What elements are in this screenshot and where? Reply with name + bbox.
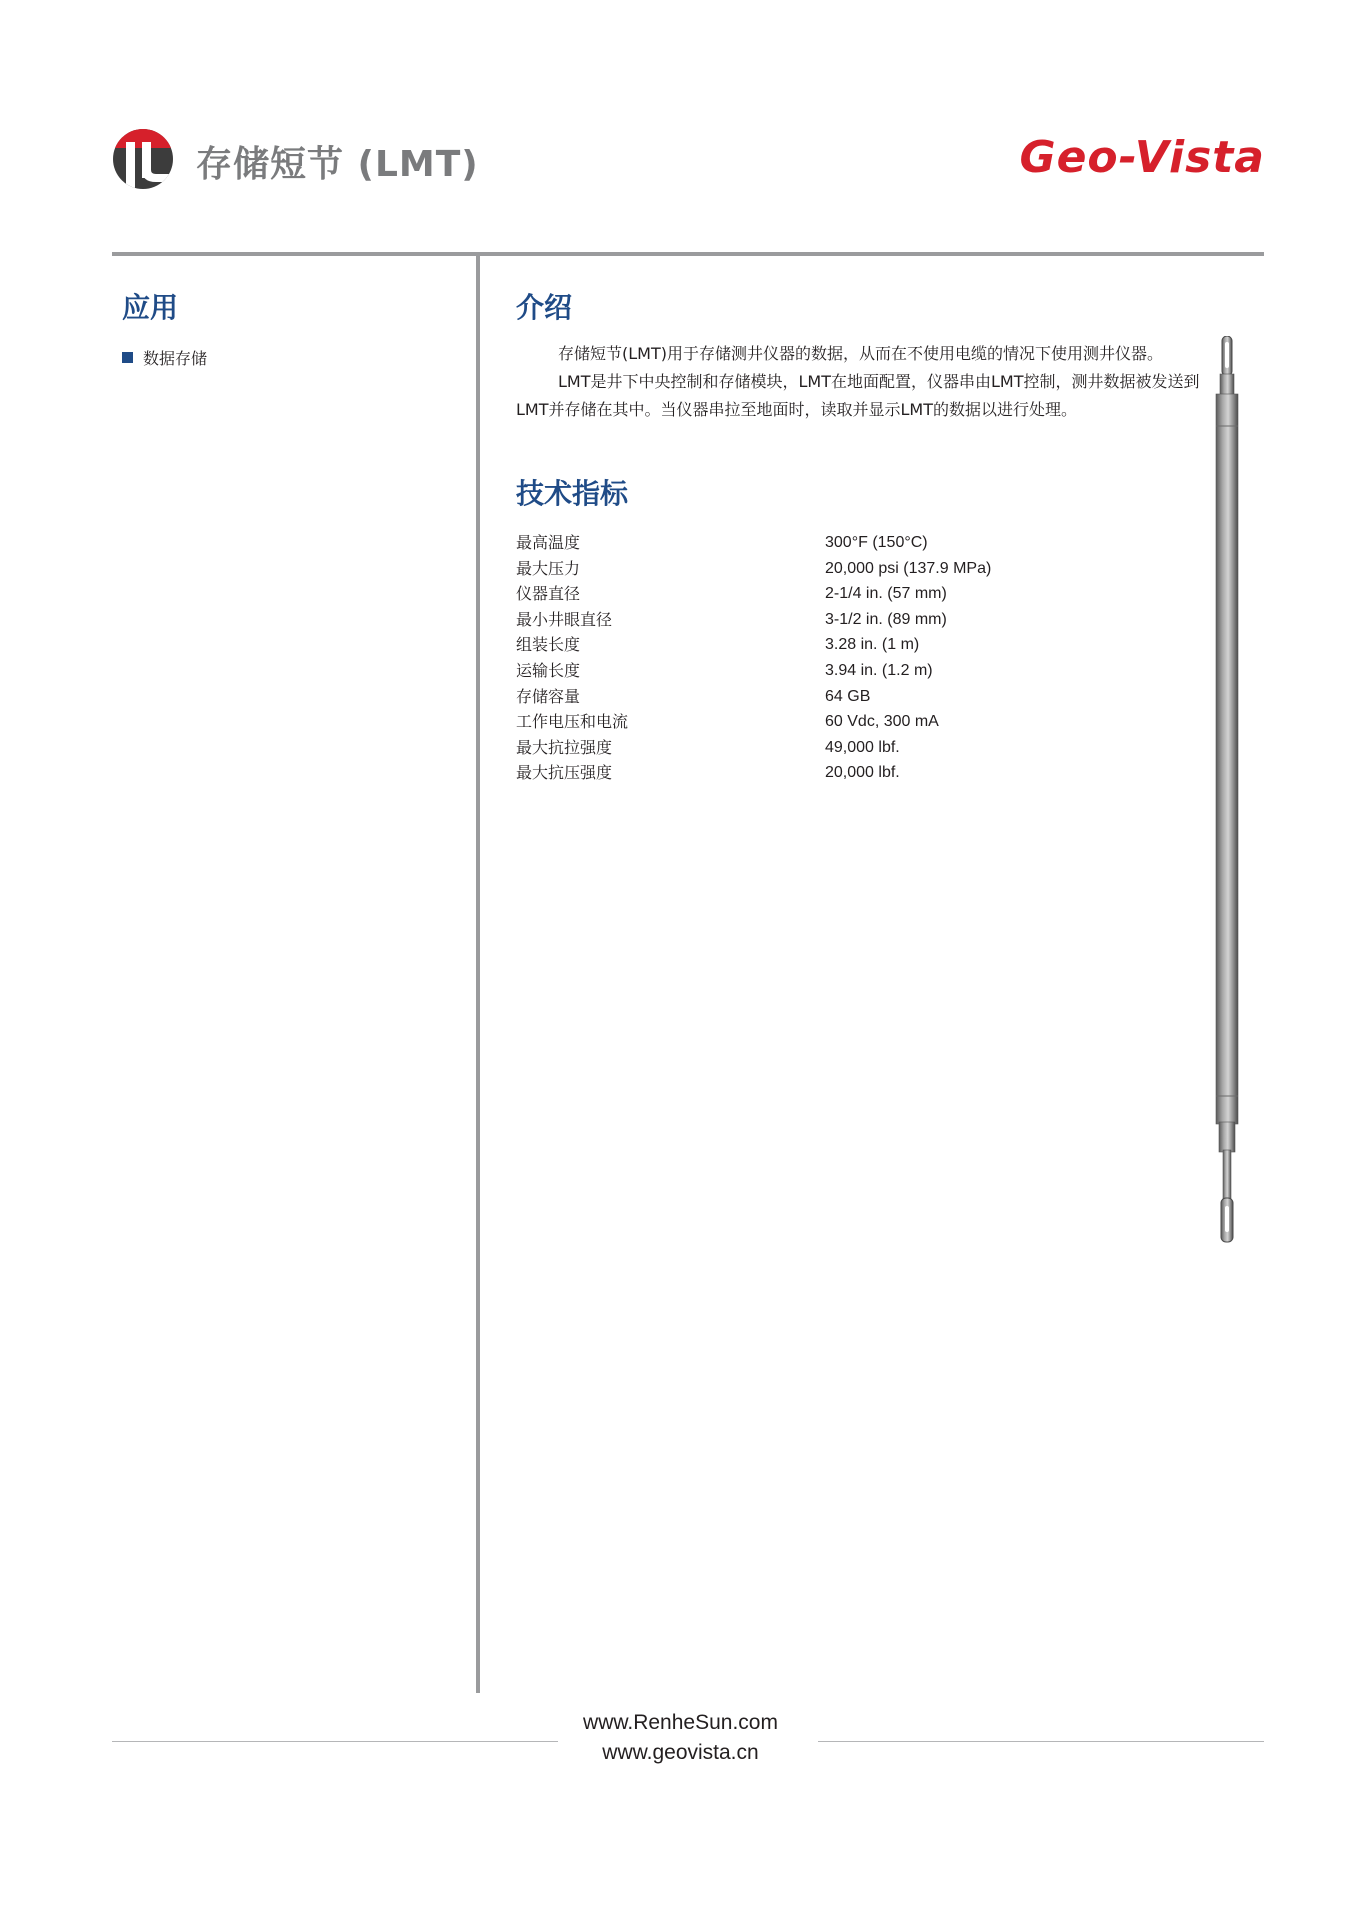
spec-value: 49,000 lbf.	[825, 738, 900, 756]
intro-heading: 介绍	[516, 291, 573, 324]
spec-label: 最大压力	[516, 558, 581, 578]
spec-label: 工作电压和电流	[516, 712, 629, 732]
spec-label: 仪器直径	[516, 584, 581, 604]
specs-table	[516, 530, 1076, 786]
spec-value: 20,000 psi (137.9 MPa)	[825, 559, 992, 577]
brand-logo-text: Geo-Vista	[1019, 132, 1265, 183]
column-divider	[476, 256, 480, 1693]
intro-paragraph: LMT是井下中央控制和存储模块，LMT在地面配置，仪器串由LMT控制，测井数据被发送到LMT并存储在其中。当仪器串拉至地面时，读取并显示LMT的数据以进行处理。	[516, 372, 1200, 419]
page-title: 存储短节 (LMT)	[196, 144, 479, 185]
application-label: 数据存储	[143, 349, 208, 368]
list-item	[122, 346, 207, 369]
spec-row	[516, 709, 1076, 735]
spec-row	[516, 760, 1076, 786]
spec-label: 组装长度	[516, 635, 581, 655]
spec-row	[516, 530, 1076, 556]
intro-text	[516, 340, 1206, 424]
spec-value: 3.94 in. (1.2 m)	[825, 661, 933, 679]
spec-row	[516, 658, 1076, 684]
spec-label: 最大抗压强度	[516, 763, 613, 783]
footer-links	[0, 1708, 1361, 1768]
spec-label: 运输长度	[516, 660, 581, 680]
spec-row	[516, 735, 1076, 761]
spec-row	[516, 684, 1076, 710]
spec-value: 20,000 lbf.	[825, 764, 900, 782]
spec-value: 3-1/2 in. (89 mm)	[825, 610, 947, 628]
spec-row	[516, 581, 1076, 607]
spec-row	[516, 632, 1076, 658]
intro-paragraph: 存储短节(LMT)用于存储测井仪器的数据，从而在不使用电缆的情况下使用测井仪器。	[558, 344, 1163, 363]
footer-link-renhesun[interactable]: www.RenheSun.com	[583, 1711, 778, 1734]
spec-value: 64 GB	[825, 687, 871, 705]
spec-row	[516, 556, 1076, 582]
applications-heading: 应用	[122, 291, 179, 324]
footer-link-geovista[interactable]: www.geovista.cn	[602, 1741, 759, 1764]
spec-value: 300°F (150°C)	[825, 534, 928, 551]
spec-value: 3.28 in. (1 m)	[825, 636, 920, 654]
spec-value: 2-1/4 in. (57 mm)	[825, 585, 947, 603]
spec-value: 60 Vdc, 300 mA	[825, 713, 939, 731]
square-bullet-icon	[122, 352, 133, 363]
company-logo-icon	[112, 128, 174, 190]
spec-label: 最大抗拉强度	[516, 737, 613, 757]
spec-label: 最小井眼直径	[516, 609, 613, 629]
header-divider	[112, 252, 1264, 256]
spec-label: 最高温度	[516, 533, 581, 552]
spec-row	[516, 607, 1076, 633]
logging-tool-image	[1214, 336, 1240, 1244]
spec-label: 存储容量	[516, 686, 581, 706]
specs-heading: 技术指标	[516, 477, 629, 510]
